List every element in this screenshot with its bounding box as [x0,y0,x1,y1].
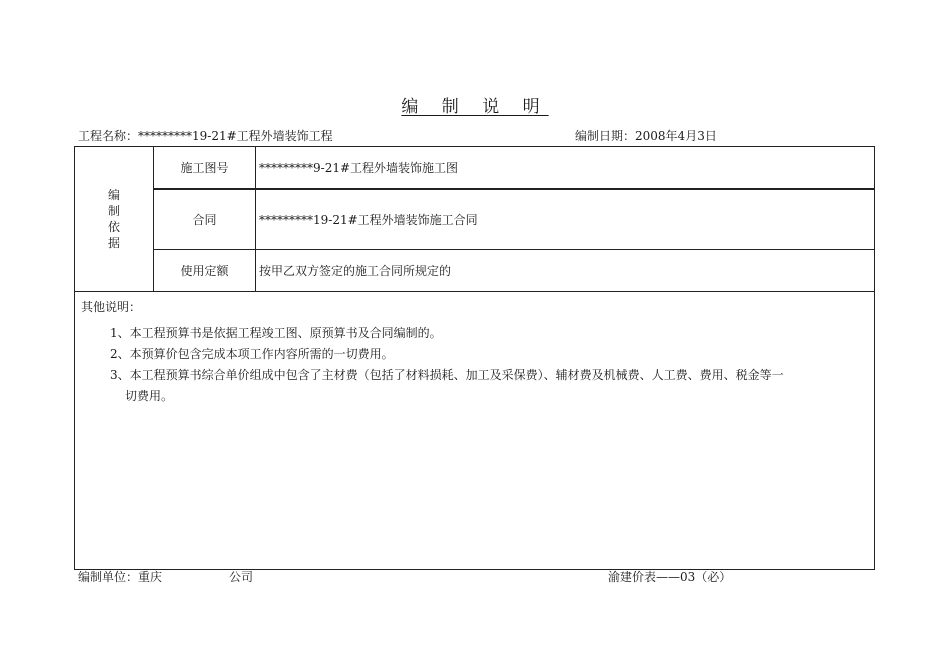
project-name-label: 工程名称： [78,129,139,143]
basis-char: 依 [107,220,120,234]
table-row [75,292,875,570]
compile-date-value: 2008年4月3日 [635,129,717,143]
note-item-text: 3、本工程预算书综合单价组成中包含了主材费（包括了材料损耗、加工及采保费）、辅材费及机械费、人工费、费用、税金等一 [110,368,784,382]
notes-title: 其他说明： [81,300,142,314]
compile-date-line [575,127,717,144]
note-item: 1、本工程预算书是依据工程竣工图、原预算书及合同编制的。 [110,326,442,340]
compilation-table [74,146,875,570]
row-label-quota: 使用定额 [154,250,256,292]
row-value-contract: *********19-21#工程外墙装饰施工合同 [256,189,875,250]
compilation-basis-cell [75,147,154,292]
row-label-drawing-number: 施工图号 [154,147,256,190]
row-value-drawing-number: *********9-21#工程外墙装饰施工图 [256,147,875,190]
basis-char: 编 [107,188,120,202]
table-row [75,147,875,190]
document-title: 编 制 说 明 [401,97,549,117]
row-label-contract: 合同 [154,189,256,250]
table-row [75,189,875,250]
note-item [81,365,868,407]
compiling-unit-label: 编制单位：重庆 [78,570,163,584]
project-name-line [78,127,333,144]
form-code: 渝建价表——03（必） [608,570,732,584]
table-row [75,250,875,292]
compiling-unit-company: 公司 [229,570,254,584]
note-item: 2、本预算价包含完成本项工作内容所需的一切费用。 [110,347,394,361]
compiling-unit [78,568,253,585]
basis-char: 据 [107,236,120,250]
row-value-quota: 按甲乙双方签定的施工合同所规定的 [256,250,875,292]
basis-char: 制 [107,204,120,218]
note-item-continuation: 切费用。 [125,389,174,403]
project-name-value: *********19-21#工程外墙装饰工程 [138,129,333,143]
compile-date-label: 编制日期： [575,129,636,143]
other-notes-cell [75,292,875,570]
